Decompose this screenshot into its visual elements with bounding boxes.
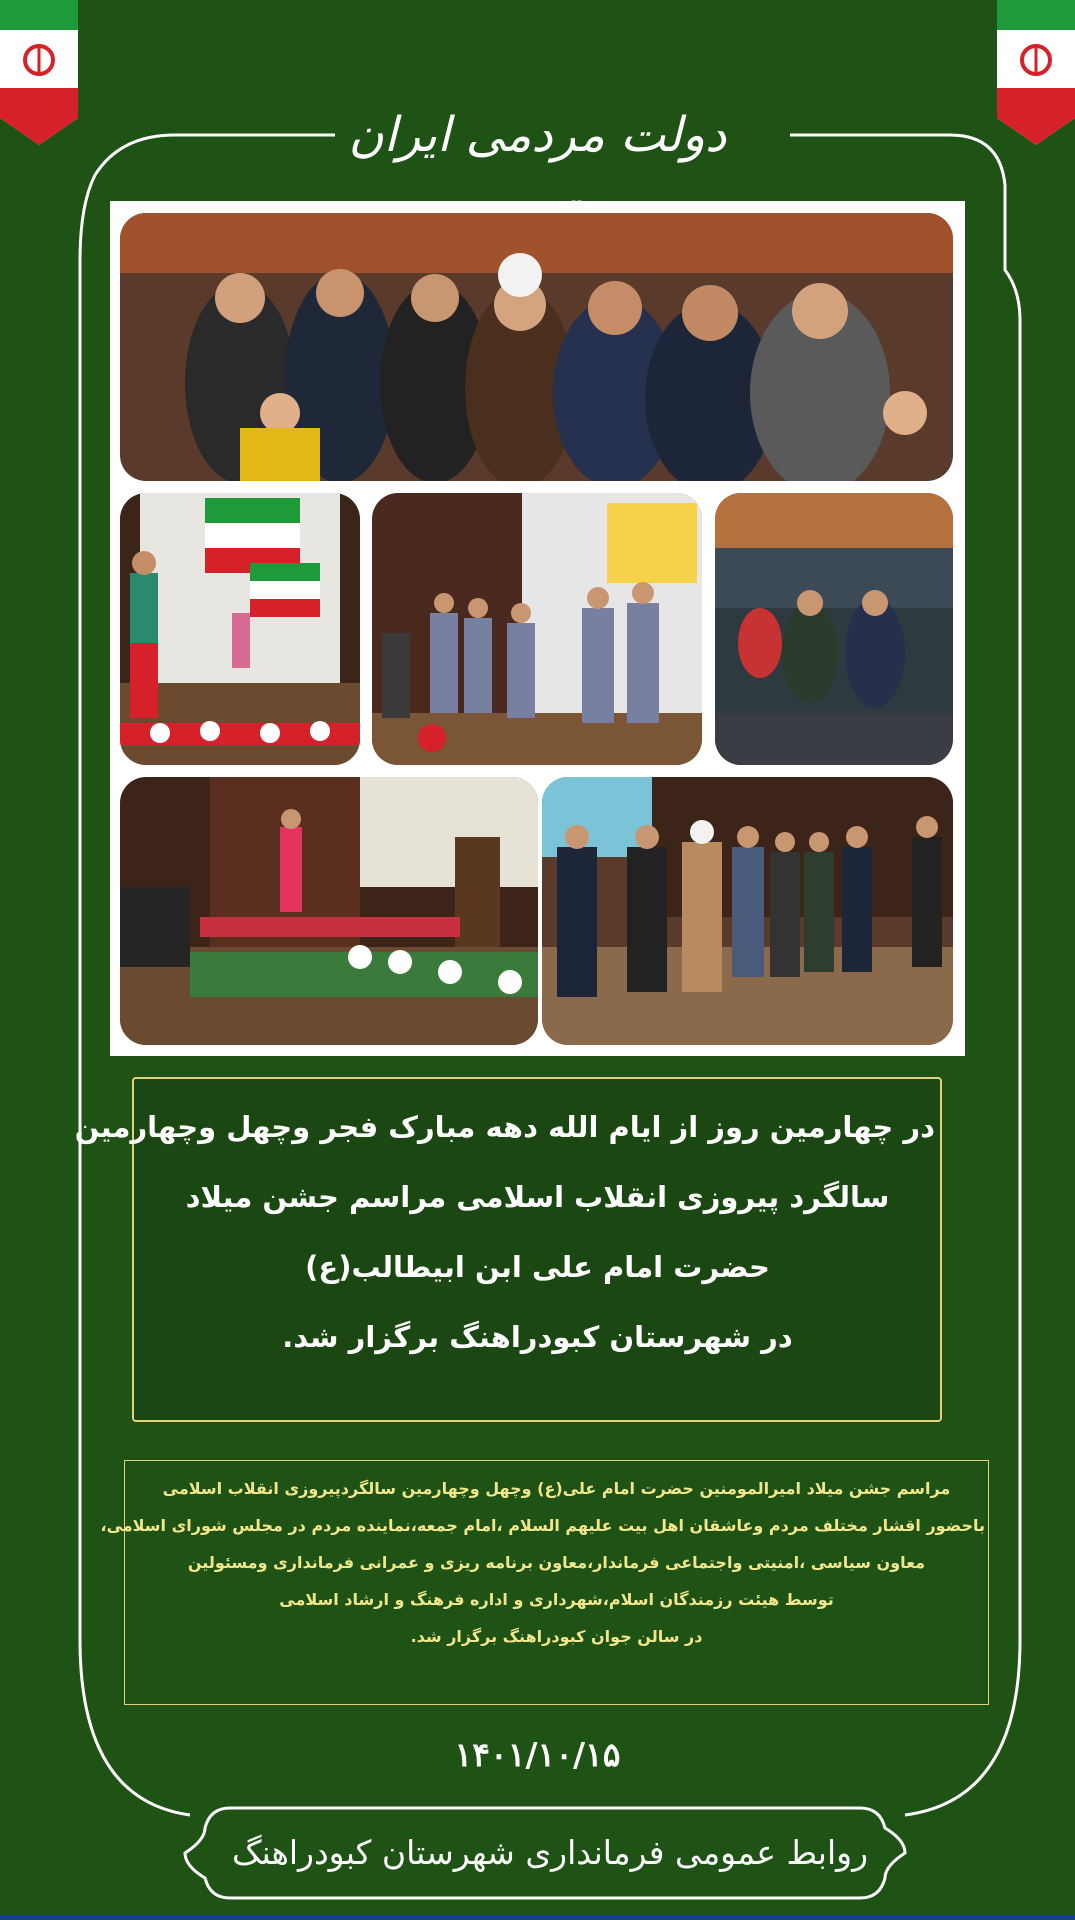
headline-line: حضرت امام علی ابن ابیطالب(ع) [305,1250,770,1284]
photo-collage [110,201,965,1056]
details-line: در سالن جوان کبودراهنگ برگزار شد. [410,1627,703,1646]
details-line: معاون سیاسی ،امنیتی واجتماعی فرماندار،معاون برنامه ریزی و عمرانی فرمانداری ومسئولین [187,1553,926,1572]
details-line: توسط هیئت رزمندگان اسلام،شهرداری و اداره فرهنگ و ارشاد اسلامی [279,1590,834,1609]
stage-singer-photo [120,777,538,1045]
slogan-title: دولت مردمی ایران [348,107,727,163]
headline-text [74,1092,935,1372]
flag-performance-photo [120,493,360,765]
audience-photo [120,213,953,481]
details-line: باحضور اقشار مختلف مردم وعاشقان اهل بیت علیهم السلام ،امام جمعه،نماینده مردم در مجلس شورای اسلامی، [100,1516,985,1535]
audience-hall-photo [715,493,953,765]
officials-award-photo [542,777,953,1045]
headline-line: سالگرد پیروزی انقلاب اسلامی مراسم جشن میلاد [185,1180,890,1214]
details-text [100,1470,985,1655]
details-line: مراسم جشن میلاد امیرالمومنین حضرت امام علی(ع) وچهل وچهارمین سالگردپیروزی انقلاب اسلامی [162,1479,951,1498]
event-date: ۱۴۰۱/۱۰/۱۵ [454,1735,621,1774]
headline-line: در شهرستان کبودراهنگ برگزار شد. [282,1320,793,1354]
bottom-strip [0,1915,1075,1920]
footer-organization: روابط عمومی فرمانداری شهرستان کبودراهنگ [231,1833,869,1872]
children-stage-photo [372,493,702,765]
headline-line: در چهارمین روز از ایام الله دهه مبارک فجر وچهل وچهارمین [74,1110,935,1144]
